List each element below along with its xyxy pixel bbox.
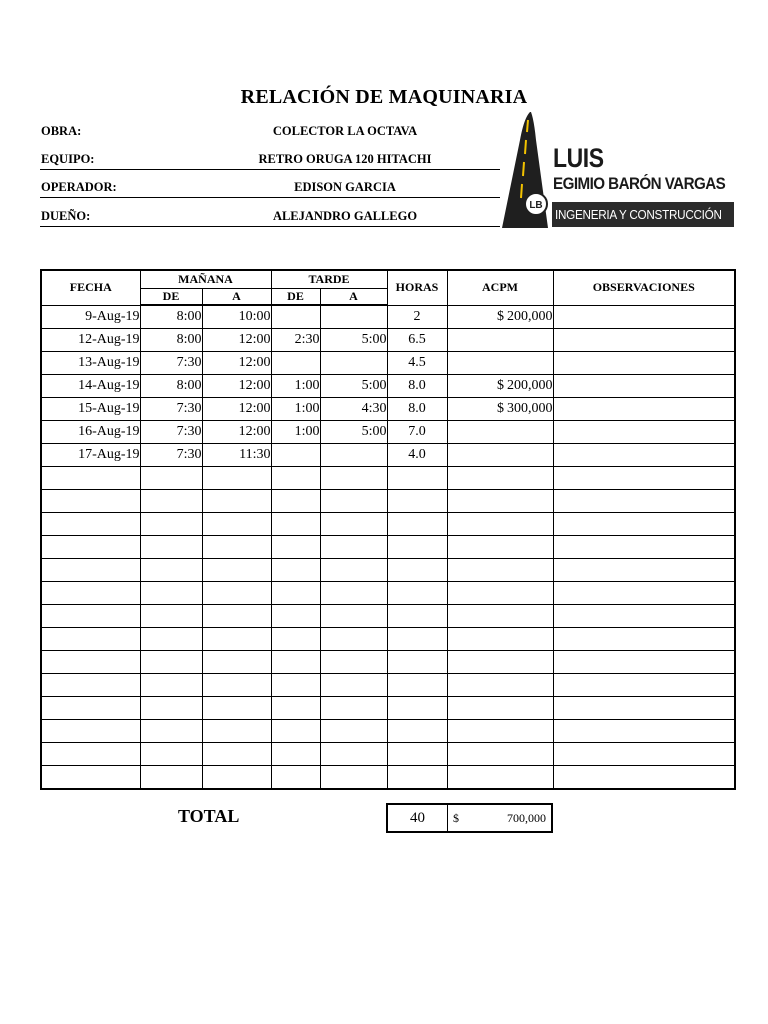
cell-manana-a — [202, 674, 271, 697]
cell-acpm — [447, 743, 553, 766]
cell-manana-de: 7:30 — [140, 421, 202, 444]
cell-tarde-de — [271, 628, 320, 651]
cell-manana-de — [140, 582, 202, 605]
cell-observaciones — [553, 720, 735, 743]
machinery-table — [40, 269, 736, 790]
cell-fecha: 14-Aug-19 — [41, 375, 140, 398]
cell-fecha — [41, 490, 140, 513]
cell-manana-de — [140, 605, 202, 628]
cell-horas — [387, 559, 447, 582]
cell-acpm — [447, 490, 553, 513]
table-row-empty — [41, 513, 735, 536]
cell-acpm — [447, 766, 553, 790]
cell-tarde-de — [271, 605, 320, 628]
cell-fecha — [41, 651, 140, 674]
cell-horas: 7.0 — [387, 421, 447, 444]
cell-tarde-a — [320, 559, 387, 582]
logo-name-first: LUIS — [553, 143, 604, 173]
cell-fecha — [41, 674, 140, 697]
field-dueno-label: DUEÑO: — [41, 209, 91, 223]
cell-observaciones — [553, 605, 735, 628]
cell-manana-a — [202, 766, 271, 790]
table-row — [41, 305, 735, 329]
table-row — [41, 421, 735, 444]
cell-observaciones — [553, 513, 735, 536]
cell-tarde-a — [320, 628, 387, 651]
cell-tarde-a: 5:00 — [320, 421, 387, 444]
cell-tarde-a — [320, 651, 387, 674]
cell-acpm — [447, 352, 553, 375]
total-acpm-amount: 700,000 — [507, 811, 546, 825]
cell-tarde-de — [271, 720, 320, 743]
cell-horas — [387, 766, 447, 790]
cell-fecha — [41, 467, 140, 490]
cell-observaciones — [553, 352, 735, 375]
cell-manana-de — [140, 651, 202, 674]
cell-manana-a — [202, 743, 271, 766]
cell-observaciones — [553, 421, 735, 444]
cell-manana-a: 12:00 — [202, 398, 271, 421]
cell-acpm — [447, 305, 553, 329]
table-row — [41, 329, 735, 352]
cell-tarde-a — [320, 674, 387, 697]
cell-manana-de: 8:00 — [140, 305, 202, 329]
cell-tarde-a — [320, 444, 387, 467]
cell-horas — [387, 605, 447, 628]
cell-acpm-currency: $ — [497, 401, 504, 416]
cell-fecha: 12-Aug-19 — [41, 329, 140, 352]
cell-fecha — [41, 743, 140, 766]
cell-acpm — [447, 674, 553, 697]
cell-observaciones — [553, 444, 735, 467]
cell-manana-de — [140, 720, 202, 743]
cell-horas: 4.5 — [387, 352, 447, 375]
col-header-tarde-de: DE — [271, 288, 320, 305]
cell-horas — [387, 720, 447, 743]
cell-tarde-de — [271, 513, 320, 536]
table-row-empty — [41, 766, 735, 790]
cell-tarde-de — [271, 697, 320, 720]
cell-manana-a — [202, 490, 271, 513]
cell-acpm — [447, 628, 553, 651]
table-row — [41, 375, 735, 398]
cell-tarde-de — [271, 674, 320, 697]
cell-tarde-a — [320, 305, 387, 329]
cell-manana-a: 12:00 — [202, 421, 271, 444]
field-dueno-value: ALEJANDRO GALLEGO — [272, 209, 418, 223]
cell-acpm — [447, 559, 553, 582]
cell-fecha — [41, 697, 140, 720]
cell-tarde-a: 4:30 — [320, 398, 387, 421]
logo-monogram: LB — [529, 200, 543, 211]
field-equipo — [40, 147, 500, 170]
cell-acpm — [447, 329, 553, 352]
cell-acpm-amount: 300,000 — [507, 401, 553, 416]
table-row-empty — [41, 651, 735, 674]
cell-observaciones — [553, 490, 735, 513]
cell-manana-a — [202, 651, 271, 674]
field-equipo-value: RETRO ORUGA 120 HITACHI — [258, 152, 432, 166]
table-row-empty — [41, 467, 735, 490]
cell-acpm — [447, 582, 553, 605]
road-emblem-icon — [500, 110, 556, 232]
total-box — [386, 803, 553, 833]
table-row-empty — [41, 628, 735, 651]
cell-manana-a — [202, 605, 271, 628]
cell-tarde-a — [320, 467, 387, 490]
logo-tagline: INGENERIA Y CONSTRUCCIÓN — [555, 207, 722, 222]
table-row-empty — [41, 582, 735, 605]
cell-acpm — [447, 720, 553, 743]
field-operador-label: OPERADOR: — [41, 180, 117, 194]
table-row-empty — [41, 490, 735, 513]
cell-manana-de: 7:30 — [140, 398, 202, 421]
cell-manana-de — [140, 467, 202, 490]
cell-acpm — [447, 536, 553, 559]
total-acpm-currency: $ — [453, 811, 459, 825]
cell-tarde-a — [320, 536, 387, 559]
cell-horas: 8.0 — [387, 375, 447, 398]
cell-tarde-de — [271, 490, 320, 513]
cell-fecha: 16-Aug-19 — [41, 421, 140, 444]
cell-horas — [387, 536, 447, 559]
cell-manana-a: 12:00 — [202, 329, 271, 352]
cell-tarde-a: 5:00 — [320, 375, 387, 398]
cell-acpm — [447, 444, 553, 467]
total-label: TOTAL — [178, 806, 240, 826]
cell-tarde-a — [320, 513, 387, 536]
cell-tarde-de — [271, 743, 320, 766]
cell-manana-a — [202, 697, 271, 720]
cell-tarde-de: 2:30 — [271, 329, 320, 352]
table-row-empty — [41, 605, 735, 628]
cell-fecha — [41, 605, 140, 628]
cell-horas — [387, 674, 447, 697]
cell-acpm — [447, 605, 553, 628]
cell-acpm-currency: $ — [497, 308, 504, 324]
cell-observaciones — [553, 329, 735, 352]
field-operador-value: EDISON GARCIA — [294, 180, 396, 194]
field-obra — [40, 119, 500, 141]
document-title: RELACIÓN DE MAQUINARIA — [240, 86, 528, 108]
cell-tarde-a — [320, 582, 387, 605]
cell-horas — [387, 628, 447, 651]
cell-fecha: 13-Aug-19 — [41, 352, 140, 375]
cell-manana-a — [202, 628, 271, 651]
cell-horas: 6.5 — [387, 329, 447, 352]
cell-fecha — [41, 513, 140, 536]
field-operador — [40, 175, 500, 198]
cell-acpm-currency: $ — [497, 378, 504, 393]
cell-observaciones — [553, 651, 735, 674]
cell-acpm-amount: 200,000 — [507, 378, 553, 393]
cell-manana-de — [140, 490, 202, 513]
table-row — [41, 398, 735, 421]
cell-fecha: 9-Aug-19 — [41, 305, 140, 329]
cell-acpm — [447, 513, 553, 536]
cell-horas: 4.0 — [387, 444, 447, 467]
company-logo — [500, 110, 736, 232]
cell-tarde-de — [271, 305, 320, 329]
cell-fecha — [41, 628, 140, 651]
cell-horas — [387, 651, 447, 674]
cell-horas: 2 — [387, 305, 447, 329]
cell-tarde-a: 5:00 — [320, 329, 387, 352]
cell-manana-de — [140, 536, 202, 559]
col-header-tarde-a: A — [320, 288, 387, 305]
cell-manana-de: 8:00 — [140, 375, 202, 398]
cell-observaciones — [553, 536, 735, 559]
cell-tarde-a — [320, 766, 387, 790]
col-header-manana: MAÑANA — [140, 270, 271, 288]
total-hours: 40 — [388, 805, 448, 831]
col-header-tarde: TARDE — [271, 270, 387, 288]
cell-tarde-a — [320, 743, 387, 766]
cell-observaciones — [553, 467, 735, 490]
cell-manana-de — [140, 697, 202, 720]
cell-observaciones — [553, 674, 735, 697]
cell-observaciones — [553, 582, 735, 605]
cell-tarde-a — [320, 490, 387, 513]
cell-manana-a — [202, 559, 271, 582]
cell-tarde-de — [271, 536, 320, 559]
col-header-acpm: ACPM — [447, 270, 553, 305]
cell-manana-a — [202, 720, 271, 743]
table-row-empty — [41, 720, 735, 743]
table-row-empty — [41, 536, 735, 559]
cell-observaciones — [553, 628, 735, 651]
cell-horas — [387, 513, 447, 536]
cell-acpm — [447, 375, 553, 398]
cell-tarde-de — [271, 766, 320, 790]
cell-tarde-de — [271, 467, 320, 490]
field-equipo-label: EQUIPO: — [41, 152, 95, 166]
cell-acpm — [447, 651, 553, 674]
table-body — [41, 305, 735, 789]
field-obra-label: OBRA: — [41, 124, 82, 138]
table-row-empty — [41, 559, 735, 582]
logo-tagline-bar — [552, 202, 734, 227]
cell-manana-a: 12:00 — [202, 375, 271, 398]
cell-tarde-de: 1:00 — [271, 421, 320, 444]
table-row — [41, 352, 735, 375]
cell-tarde-a — [320, 605, 387, 628]
col-header-fecha: FECHA — [41, 270, 140, 305]
table-row-empty — [41, 674, 735, 697]
cell-fecha: 15-Aug-19 — [41, 398, 140, 421]
cell-observaciones — [553, 375, 735, 398]
cell-horas — [387, 490, 447, 513]
cell-fecha: 17-Aug-19 — [41, 444, 140, 467]
cell-acpm — [447, 398, 553, 421]
cell-manana-de: 8:00 — [140, 329, 202, 352]
cell-acpm — [447, 421, 553, 444]
cell-manana-a: 12:00 — [202, 352, 271, 375]
table-row — [41, 444, 735, 467]
cell-manana-a — [202, 467, 271, 490]
col-header-observaciones: OBSERVACIONES — [553, 270, 735, 305]
field-obra-value: COLECTOR LA OCTAVA — [272, 124, 418, 138]
cell-horas — [387, 467, 447, 490]
cell-tarde-a — [320, 352, 387, 375]
cell-tarde-a — [320, 720, 387, 743]
cell-horas: 8.0 — [387, 398, 447, 421]
cell-observaciones — [553, 398, 735, 421]
cell-fecha — [41, 559, 140, 582]
cell-horas — [387, 582, 447, 605]
cell-tarde-de — [271, 352, 320, 375]
cell-fecha — [41, 536, 140, 559]
cell-fecha — [41, 582, 140, 605]
cell-manana-de — [140, 743, 202, 766]
table-row-empty — [41, 743, 735, 766]
cell-manana-a — [202, 536, 271, 559]
cell-manana-de — [140, 674, 202, 697]
cell-observaciones — [553, 559, 735, 582]
cell-acpm-amount: 200,000 — [507, 308, 553, 324]
cell-observaciones — [553, 697, 735, 720]
cell-observaciones — [553, 766, 735, 790]
cell-tarde-de — [271, 559, 320, 582]
cell-horas — [387, 743, 447, 766]
col-header-horas: HORAS — [387, 270, 447, 305]
cell-tarde-de: 1:00 — [271, 398, 320, 421]
cell-manana-a — [202, 582, 271, 605]
cell-manana-de — [140, 628, 202, 651]
col-header-manana-de: DE — [140, 288, 202, 305]
cell-fecha — [41, 720, 140, 743]
field-dueno — [40, 204, 500, 227]
cell-manana-de: 7:30 — [140, 352, 202, 375]
cell-tarde-a — [320, 697, 387, 720]
cell-tarde-de — [271, 582, 320, 605]
cell-tarde-de — [271, 444, 320, 467]
cell-tarde-de: 1:00 — [271, 375, 320, 398]
cell-manana-a: 10:00 — [202, 305, 271, 329]
cell-fecha — [41, 766, 140, 790]
cell-manana-de — [140, 513, 202, 536]
cell-observaciones — [553, 305, 735, 329]
cell-acpm — [447, 697, 553, 720]
cell-manana-a: 11:30 — [202, 444, 271, 467]
cell-manana-de — [140, 766, 202, 790]
cell-manana-de: 7:30 — [140, 444, 202, 467]
cell-observaciones — [553, 743, 735, 766]
logo-name-full: EGIMIO BARÓN VARGAS — [553, 175, 726, 193]
cell-manana-de — [140, 559, 202, 582]
cell-tarde-de — [271, 651, 320, 674]
total-acpm — [448, 805, 551, 831]
col-header-manana-a: A — [202, 288, 271, 305]
cell-acpm — [447, 467, 553, 490]
table-row-empty — [41, 697, 735, 720]
cell-manana-a — [202, 513, 271, 536]
cell-horas — [387, 697, 447, 720]
